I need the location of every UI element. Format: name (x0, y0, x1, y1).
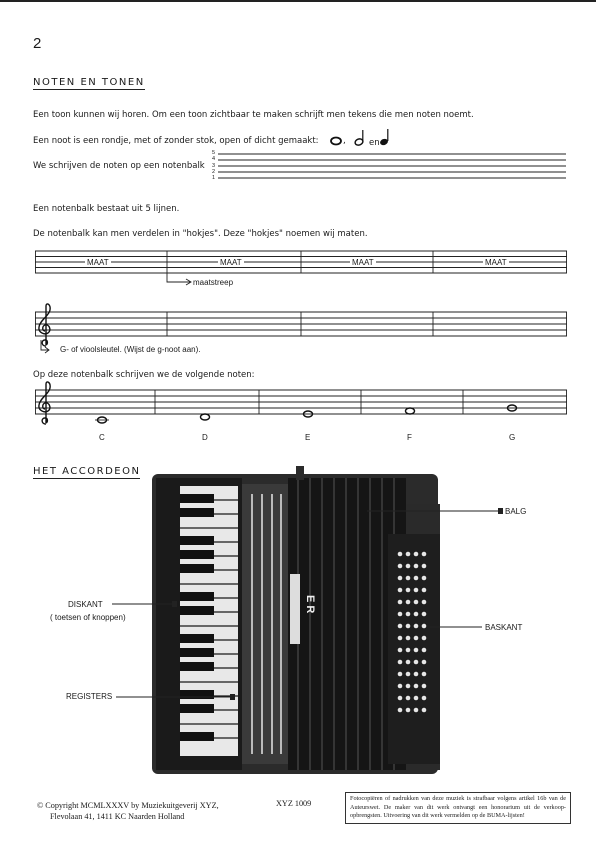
paragraph-noot-text: Een noot is een rondje, met of zonder stok, open of dicht gemaakt: (33, 136, 319, 146)
note-en: en (369, 138, 380, 148)
label-balg: BALG (505, 507, 527, 516)
label-diskant: DISKANT (68, 600, 103, 609)
paragraph-volgende-noten: Op deze notenbalk schrijven we de volgende noten: (33, 370, 255, 380)
label-registers: REGISTERS (66, 692, 113, 701)
label-baskant: BASKANT (485, 623, 523, 632)
line-number: 5 (212, 150, 216, 156)
measure-label-3: MAAT (352, 258, 374, 267)
footer-code: XYZ 1009 (276, 799, 312, 808)
clef-label: G- of vioolsleutel. (Wijst de g-noot aan). (60, 345, 201, 354)
note-name-g: G (509, 433, 516, 442)
note-separator: , (343, 136, 346, 146)
copyright-notice-box: Fotocopiëren of nadrukken van deze muziek is strafbaar volgens artikel 16b van de Auteurswet. De maker van dit werk ontvangt een honorarium uit de verkoop-opbrengsten. Uitvoering van dit werk vermelden op de BUMA-lijsten! (345, 792, 571, 824)
line-number: 3 (212, 162, 216, 169)
line-number: 2 (212, 168, 216, 175)
copyright-line-1: © Copyright MCMLXXXV by Muziekuitgeverij XYZ, (37, 801, 219, 810)
line-number: 4 (212, 156, 216, 163)
paragraph-maten: De notenbalk kan men verdelen in "hokjes". Deze "hokjes" noemen wij maten. (33, 229, 368, 239)
page-number: 2 (33, 35, 42, 52)
note-name-f: F (407, 433, 412, 442)
paragraph-vijf-lijnen: Een notenbalk bestaat uit 5 lijnen. (33, 204, 180, 214)
measure-label-2: MAAT (220, 258, 242, 267)
measure-label-1: MAAT (87, 258, 109, 267)
paragraph-toon: Een toon kunnen wij horen. Om een toon zichtbaar te maken schrijft men tekens die men noten noemt. (33, 110, 474, 120)
note-name-c: C (99, 433, 105, 442)
maatstreep-label: maatstreep (193, 278, 234, 287)
line-number: 1 (212, 175, 216, 182)
footer-copyright (37, 800, 219, 822)
section-heading-noten: NOTEN EN TONEN (33, 77, 145, 88)
label-diskant-sub: ( toetsen of knoppen) (50, 613, 126, 622)
measure-label-4: MAAT (485, 258, 507, 267)
accordion-brand: E R (304, 595, 316, 614)
section-heading-accordeon: HET ACCORDEON (33, 466, 141, 477)
copyright-line-2: Flevolaan 41, 1411 KC Naarden Holland (50, 812, 185, 821)
note-name-d: D (202, 433, 208, 442)
note-name-e: E (305, 433, 311, 442)
paragraph-notenbalk: We schrijven de noten op een notenbalk (33, 161, 205, 171)
